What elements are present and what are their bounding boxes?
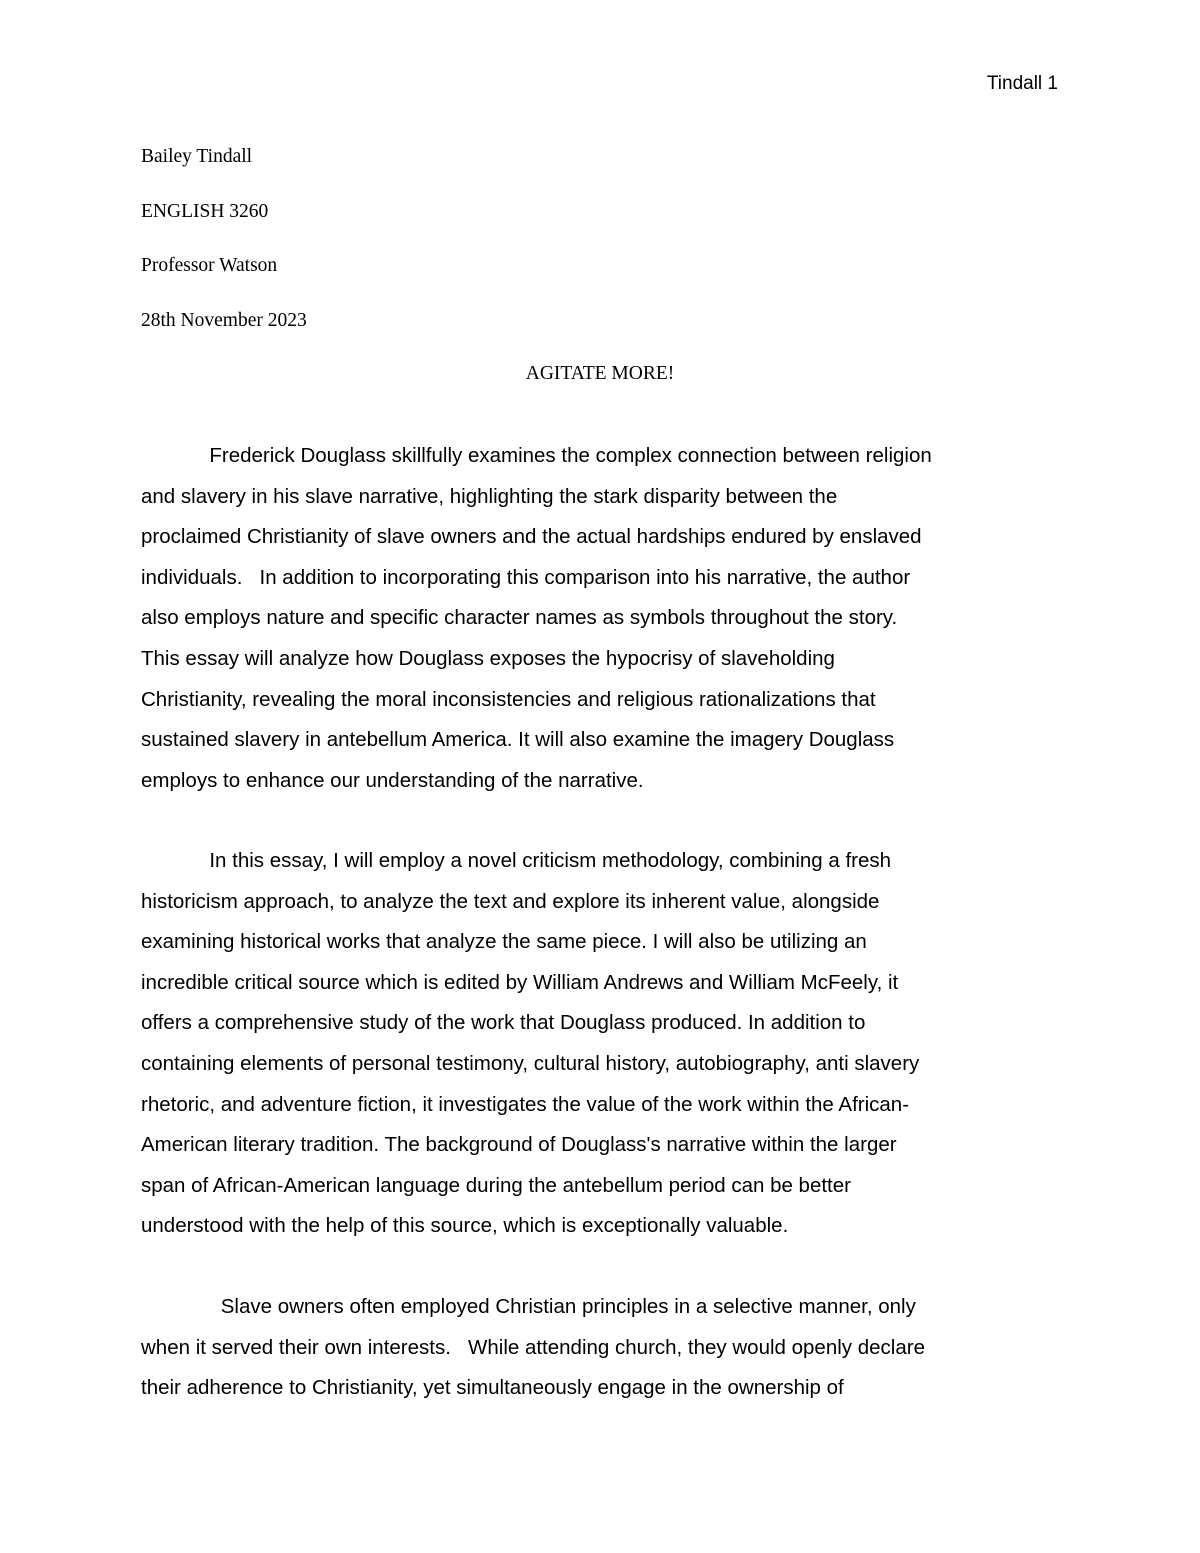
- paragraph-line: offers a comprehensive study of the work that Douglass produced. In addition to: [141, 1011, 866, 1035]
- paragraph-methodology: [141, 846, 1051, 1252]
- paragraph-line: Christianity, revealing the moral inconsistencies and religious rationalizations that: [141, 687, 876, 711]
- paragraph-line: employs to enhance our understanding of the narrative.: [141, 768, 644, 792]
- paragraph-line: Slave owners often employed Christian principles in a selective manner, only: [141, 1295, 916, 1318]
- paragraph-line: individuals. In addition to incorporating this comparison into his narrative, the author: [141, 565, 911, 589]
- paragraph-line: and slavery in his slave narrative, highlighting the stark disparity between the: [141, 484, 838, 508]
- heading-block: [141, 143, 1061, 361]
- course-name: ENGLISH 3260: [141, 200, 269, 222]
- paragraph-slave-owners: [141, 1292, 1051, 1414]
- running-head: Tindall 1: [986, 73, 1058, 94]
- essay-date: 28th November 2023: [141, 309, 307, 331]
- paragraph-line: also employs nature and specific character names as symbols throughout the story.: [141, 606, 898, 630]
- professor-name: Professor Watson: [141, 255, 278, 276]
- paragraph-line: understood with the help of this source, which is exceptionally valuable.: [141, 1214, 789, 1238]
- paragraph-line: sustained slavery in antebellum America. It will also examine the imagery Douglass: [141, 728, 895, 752]
- paragraph-line: span of African-American language during the antebellum period can be better: [141, 1173, 851, 1197]
- paragraph-line: their adherence to Christianity, yet simultaneously engage in the ownership of: [141, 1376, 844, 1400]
- paragraph-line: In this essay, I will employ a novel criticism methodology, combining a fresh: [141, 849, 892, 872]
- paragraph-line: American literary tradition. The background of Douglass's narrative within the larger: [141, 1133, 897, 1157]
- paragraph-line: Frederick Douglass skillfully examines the complex connection between religion: [141, 444, 932, 467]
- paragraph-line: incredible critical source which is edited by William Andrews and William McFeely, it: [141, 970, 899, 994]
- paragraph-line: proclaimed Christianity of slave owners and the actual hardships endured by enslaved: [141, 525, 922, 549]
- paragraph-line: rhetoric, and adventure fiction, it investigates the value of the work within the African-: [141, 1092, 910, 1116]
- essay-title: AGITATE MORE!: [525, 363, 675, 384]
- paragraph-line: examining historical works that analyze the same piece. I will also be utilizing an: [141, 930, 867, 954]
- paragraph-line: containing elements of personal testimony, cultural history, autobiography, anti slavery: [141, 1051, 920, 1075]
- paragraph-line: when it served their own interests. While attending church, they would openly declare: [141, 1335, 925, 1359]
- paragraph-line: historicism approach, to analyze the text and explore its inherent value, alongside: [141, 889, 880, 913]
- paragraph-intro: [141, 441, 1051, 806]
- paragraph-line: This essay will analyze how Douglass exposes the hypocrisy of slaveholding: [141, 646, 835, 670]
- student-name: Bailey Tindall: [141, 146, 253, 167]
